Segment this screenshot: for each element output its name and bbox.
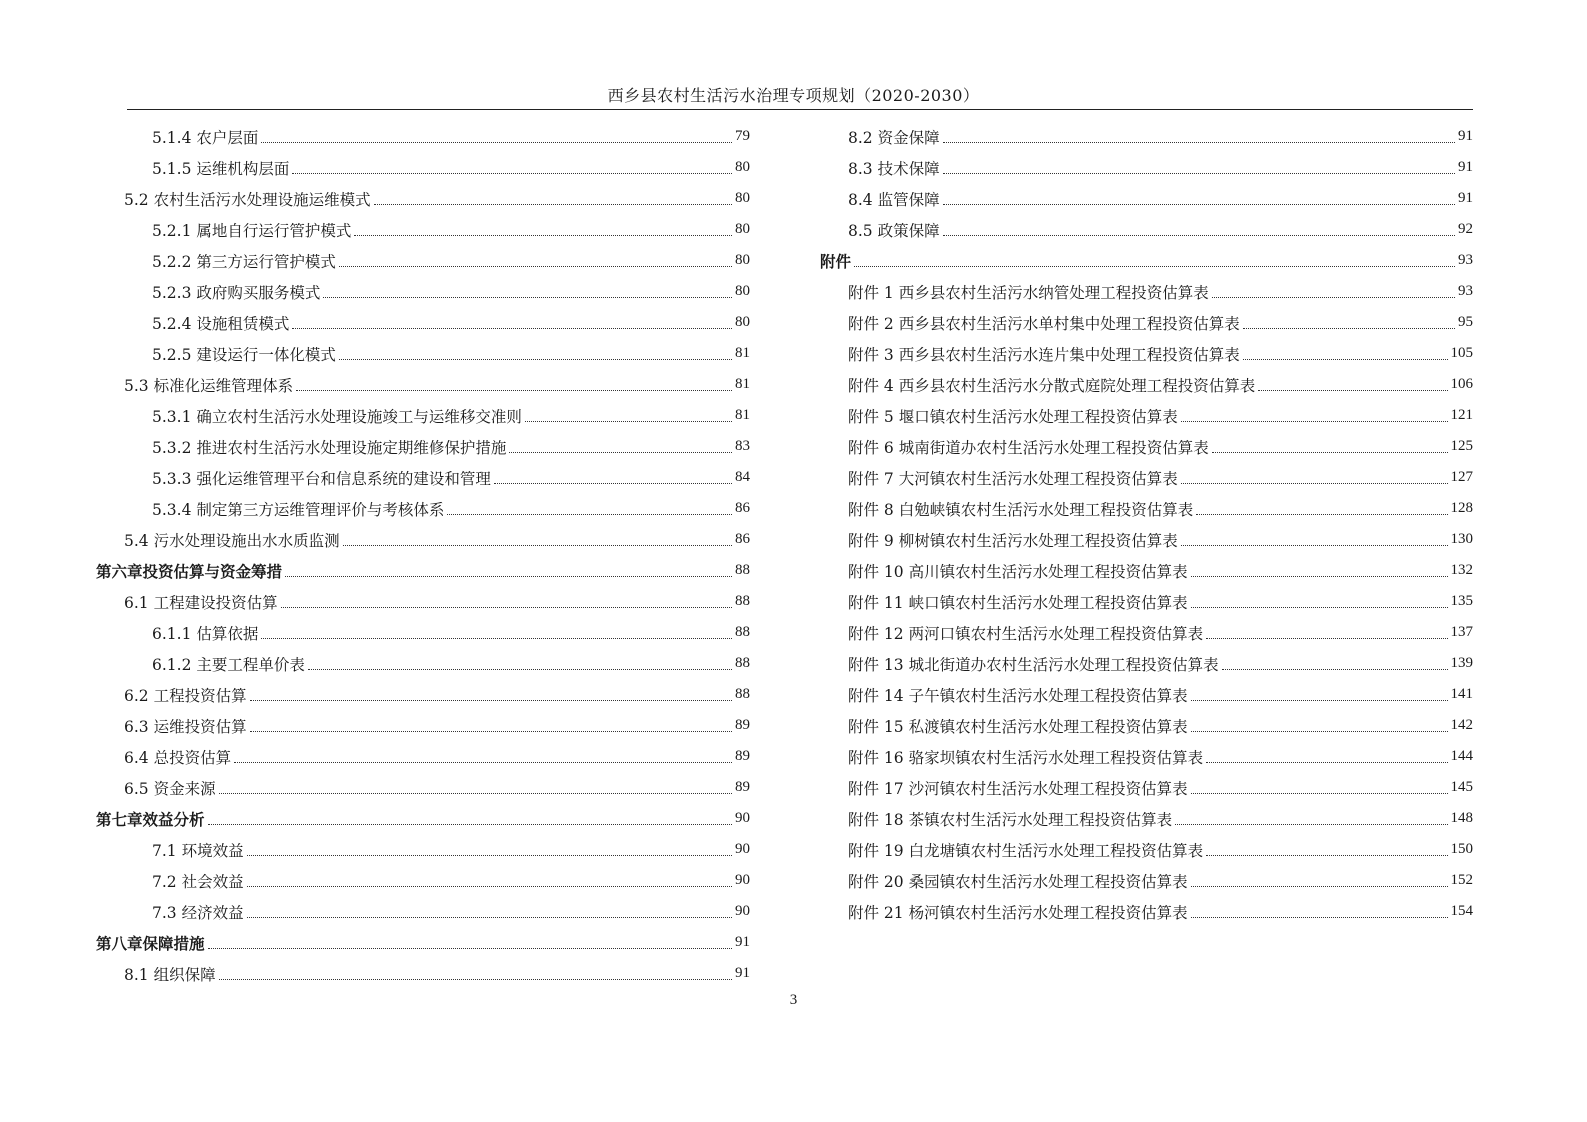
toc-entry-page: 150 [1450, 841, 1473, 857]
toc-dot-leader [1206, 762, 1447, 763]
toc-dot-leader [292, 328, 732, 329]
toc-entry[interactable] [820, 648, 1473, 679]
toc-entry[interactable] [96, 741, 750, 772]
toc-entry-page: 135 [1450, 593, 1473, 609]
toc-entry-title: 附件 9 柳树镇农村生活污水处理工程投资估算表 [848, 531, 1178, 550]
toc-dot-leader [208, 824, 732, 825]
toc-dot-leader [943, 235, 1455, 236]
toc-entry-title: 附件 16 骆家坝镇农村生活污水处理工程投资估算表 [848, 748, 1204, 767]
toc-dot-leader [354, 235, 732, 236]
toc-entry-page: 90 [735, 872, 750, 888]
toc-entry-title: 附件 20 桑园镇农村生活污水处理工程投资估算表 [848, 872, 1188, 891]
toc-entry-title: 5.1.4 农户层面 [152, 128, 259, 147]
toc-entry-title: 6.2 工程投资估算 [124, 686, 247, 705]
toc-entry-title: 6.1 工程建设投资估算 [124, 593, 278, 612]
toc-entry[interactable] [96, 121, 750, 152]
toc-entry[interactable] [820, 896, 1473, 927]
toc-dot-leader [1181, 545, 1448, 546]
toc-dot-leader [250, 731, 732, 732]
toc-dot-leader [447, 514, 732, 515]
running-header: 西乡县农村生活污水治理专项规划（2020-2030） [607, 86, 980, 105]
toc-dot-leader [250, 700, 732, 701]
toc-entry-page: 141 [1450, 686, 1473, 702]
toc-entry-page: 88 [735, 593, 750, 609]
toc-dot-leader [323, 297, 732, 298]
toc-dot-leader [1196, 514, 1447, 515]
toc-entry-page: 88 [735, 686, 750, 702]
toc-dot-leader [1191, 886, 1448, 887]
toc-entry-page: 81 [735, 407, 750, 423]
toc-dot-leader [1181, 421, 1448, 422]
toc-entry-title: 8.3 技术保障 [848, 159, 940, 178]
toc-entry[interactable] [96, 617, 750, 648]
toc-entry[interactable] [820, 865, 1473, 896]
toc-entry-title: 5.3.4 制定第三方运维管理评价与考核体系 [152, 500, 445, 519]
toc-entry-title: 8.2 资金保障 [848, 128, 940, 147]
toc-entry-page: 80 [735, 314, 750, 330]
toc-entry-page: 154 [1450, 903, 1473, 919]
toc-entry[interactable] [96, 369, 750, 400]
toc-dot-leader [1181, 483, 1448, 484]
toc-entry-title: 5.2.5 建设运行一体化模式 [152, 345, 336, 364]
toc-entry-title: 8.4 监管保障 [848, 190, 940, 209]
header-rule [127, 109, 1473, 110]
toc-entry[interactable] [820, 803, 1473, 834]
toc-entry-page: 88 [735, 655, 750, 671]
toc-dot-leader [261, 638, 732, 639]
toc-chapter-entry[interactable] [96, 927, 750, 958]
toc-column-right [820, 121, 1473, 927]
toc-entry-page: 80 [735, 159, 750, 175]
toc-entry-title: 附件 5 堰口镇农村生活污水处理工程投资估算表 [848, 407, 1178, 426]
toc-entry[interactable] [820, 617, 1473, 648]
toc-entry-page: 80 [735, 190, 750, 206]
toc-entry-title: 5.3.2 推进农村生活污水处理设施定期维修保护措施 [152, 438, 507, 457]
toc-entry-page: 86 [735, 531, 750, 547]
toc-entry-page: 139 [1450, 655, 1473, 671]
toc-entry-page: 80 [735, 221, 750, 237]
toc-entry[interactable] [96, 245, 750, 276]
toc-entry-title: 5.4 污水处理设施出水水质监测 [124, 531, 340, 550]
toc-entry[interactable] [96, 276, 750, 307]
toc-dot-leader [494, 483, 732, 484]
page-number: 3 [789, 992, 798, 1008]
toc-dot-leader [1191, 917, 1448, 918]
toc-entry-page: 91 [1458, 128, 1473, 144]
toc-entry[interactable] [820, 152, 1473, 183]
toc-entry-page: 89 [735, 748, 750, 764]
toc-dot-leader [1191, 700, 1448, 701]
toc-entry-title: 第七章效益分析 [96, 809, 205, 829]
toc-entry-page: 91 [735, 934, 750, 950]
toc-dot-leader [234, 762, 732, 763]
toc-entry-title: 附件 13 城北街道办农村生活污水处理工程投资估算表 [848, 655, 1219, 674]
toc-dot-leader [1212, 297, 1455, 298]
toc-entry-page: 145 [1450, 779, 1473, 795]
toc-entry-title: 5.2 农村生活污水处理设施运维模式 [124, 190, 371, 209]
toc-entry-title: 第八章保障措施 [96, 933, 205, 953]
toc-entry-page: 106 [1450, 376, 1473, 392]
toc-entry-page: 128 [1450, 500, 1473, 516]
toc-entry-page: 152 [1450, 872, 1473, 888]
toc-dot-leader [509, 452, 732, 453]
toc-entry-title: 5.2.3 政府购买服务模式 [152, 283, 321, 302]
toc-entry-page: 127 [1450, 469, 1473, 485]
toc-dot-leader [219, 979, 732, 980]
toc-entry[interactable] [820, 741, 1473, 772]
toc-entry-title: 附件 1 西乡县农村生活污水纳管处理工程投资估算表 [848, 283, 1209, 302]
toc-entry-title: 5.2.1 属地自行运行管护模式 [152, 221, 352, 240]
toc-entry-page: 89 [735, 779, 750, 795]
toc-entry-page: 90 [735, 810, 750, 826]
toc-entry-title: 附件 3 西乡县农村生活污水连片集中处理工程投资估算表 [848, 345, 1240, 364]
toc-chapter-entry[interactable] [820, 245, 1473, 276]
toc-entry-title: 附件 4 西乡县农村生活污水分散式庭院处理工程投资估算表 [848, 376, 1256, 395]
toc-dot-leader [1243, 359, 1448, 360]
toc-entry[interactable] [820, 462, 1473, 493]
toc-entry[interactable] [820, 183, 1473, 214]
toc-dot-leader [208, 948, 732, 949]
toc-entry[interactable] [96, 648, 750, 679]
toc-entry[interactable] [820, 586, 1473, 617]
toc-entry-title: 5.3.1 确立农村生活污水处理设施竣工与运维移交准则 [152, 407, 522, 426]
toc-dot-leader [1191, 607, 1448, 608]
toc-entry[interactable] [96, 183, 750, 214]
toc-entry-title: 附件 21 杨河镇农村生活污水处理工程投资估算表 [848, 903, 1188, 922]
toc-entry[interactable] [96, 338, 750, 369]
toc-entry-title: 附件 6 城南街道办农村生活污水处理工程投资估算表 [848, 438, 1209, 457]
toc-entry-title: 附件 7 大河镇农村生活污水处理工程投资估算表 [848, 469, 1178, 488]
toc-entry-title: 附件 8 白勉峡镇农村生活污水处理工程投资估算表 [848, 500, 1194, 519]
toc-column-left [96, 121, 750, 989]
toc-entry[interactable] [820, 214, 1473, 245]
toc-dot-leader [1206, 638, 1447, 639]
toc-dot-leader [247, 855, 732, 856]
toc-entry[interactable] [820, 400, 1473, 431]
toc-entry[interactable] [96, 214, 750, 245]
toc-entry-title: 附件 12 两河口镇农村生活污水处理工程投资估算表 [848, 624, 1204, 643]
toc-entry-page: 132 [1450, 562, 1473, 578]
toc-entry-page: 88 [735, 624, 750, 640]
toc-entry[interactable] [820, 772, 1473, 803]
toc-entry[interactable] [820, 493, 1473, 524]
toc-entry[interactable] [96, 307, 750, 338]
toc-entry-title: 6.5 资金来源 [124, 779, 216, 798]
toc-entry-title: 附件 17 沙河镇农村生活污水处理工程投资估算表 [848, 779, 1188, 798]
toc-entry[interactable] [820, 555, 1473, 586]
toc-dot-leader [943, 142, 1455, 143]
toc-entry-title: 6.1.2 主要工程单价表 [152, 655, 305, 674]
toc-entry[interactable] [96, 493, 750, 524]
toc-dot-leader [296, 390, 732, 391]
toc-entry-page: 80 [735, 283, 750, 299]
toc-dot-leader [1222, 669, 1448, 670]
toc-entry-page: 91 [1458, 190, 1473, 206]
toc-entry-title: 附件 19 白龙塘镇农村生活污水处理工程投资估算表 [848, 841, 1204, 860]
toc-entry[interactable] [820, 369, 1473, 400]
toc-dot-leader [943, 204, 1455, 205]
toc-entry-title: 7.2 社会效益 [152, 872, 244, 891]
toc-dot-leader [854, 266, 1455, 267]
toc-entry[interactable] [96, 710, 750, 741]
toc-entry[interactable] [820, 710, 1473, 741]
toc-entry[interactable] [96, 896, 750, 927]
toc-entry-page: 91 [1458, 159, 1473, 175]
toc-chapter-entry[interactable] [96, 803, 750, 834]
toc-entry-page: 86 [735, 500, 750, 516]
toc-entry-page: 121 [1450, 407, 1473, 423]
toc-dot-leader [374, 204, 732, 205]
toc-entry-title: 附件 11 峡口镇农村生活污水处理工程投资估算表 [848, 593, 1188, 612]
toc-dot-leader [1212, 452, 1448, 453]
toc-entry-title: 附件 14 子午镇农村生活污水处理工程投资估算表 [848, 686, 1188, 705]
toc-dot-leader [339, 359, 732, 360]
toc-entry-title: 5.3.3 强化运维管理平台和信息系统的建设和管理 [152, 469, 491, 488]
toc-entry[interactable] [820, 338, 1473, 369]
toc-dot-leader [1175, 824, 1447, 825]
toc-entry-page: 130 [1450, 531, 1473, 547]
toc-entry-title: 6.3 运维投资估算 [124, 717, 247, 736]
toc-entry[interactable] [820, 307, 1473, 338]
toc-entry-page: 90 [735, 841, 750, 857]
toc-entry-title: 5.2.2 第三方运行管护模式 [152, 252, 336, 271]
toc-entry-page: 79 [735, 128, 750, 144]
toc-entry-page: 84 [735, 469, 750, 485]
toc-entry[interactable] [96, 679, 750, 710]
toc-entry-title: 附件 18 茶镇农村生活污水处理工程投资估算表 [848, 810, 1173, 829]
toc-dot-leader [281, 607, 732, 608]
toc-entry-page: 125 [1450, 438, 1473, 454]
toc-entry-page: 91 [735, 965, 750, 981]
toc-entry-page: 142 [1450, 717, 1473, 733]
toc-entry[interactable] [96, 152, 750, 183]
toc-entry-page: 83 [735, 438, 750, 454]
toc-entry[interactable] [820, 276, 1473, 307]
toc-dot-leader [1191, 731, 1448, 732]
toc-entry-title: 5.3 标准化运维管理体系 [124, 376, 294, 395]
toc-entry[interactable] [96, 431, 750, 462]
toc-entry[interactable] [96, 400, 750, 431]
toc-entry-title: 附件 [820, 251, 852, 271]
toc-entry-title: 附件 2 西乡县农村生活污水单村集中处理工程投资估算表 [848, 314, 1240, 333]
toc-dot-leader [1258, 390, 1447, 391]
toc-entry-page: 81 [735, 376, 750, 392]
toc-dot-leader [247, 886, 732, 887]
toc-dot-leader [339, 266, 732, 267]
toc-entry-page: 81 [735, 345, 750, 361]
toc-entry-title: 附件 15 私渡镇农村生活污水处理工程投资估算表 [848, 717, 1188, 736]
toc-entry-title: 附件 10 高川镇农村生活污水处理工程投资估算表 [848, 562, 1188, 581]
toc-entry-title: 5.2.4 设施租赁模式 [152, 314, 290, 333]
toc-entry[interactable] [96, 462, 750, 493]
toc-entry-title: 8.5 政策保障 [848, 221, 940, 240]
toc-dot-leader [1191, 793, 1448, 794]
toc-dot-leader [247, 917, 732, 918]
toc-entry[interactable] [96, 772, 750, 803]
toc-entry[interactable] [820, 431, 1473, 462]
toc-entry[interactable] [820, 679, 1473, 710]
toc-dot-leader [292, 173, 732, 174]
toc-dot-leader [943, 173, 1455, 174]
toc-entry[interactable] [96, 586, 750, 617]
toc-entry-page: 93 [1458, 283, 1473, 299]
toc-dot-leader [343, 545, 732, 546]
toc-entry-page: 80 [735, 252, 750, 268]
toc-entry[interactable] [96, 865, 750, 896]
toc-entry-title: 7.3 经济效益 [152, 903, 244, 922]
toc-entry-title: 8.1 组织保障 [124, 965, 216, 984]
toc-entry-title: 7.1 环境效益 [152, 841, 244, 860]
toc-dot-leader [285, 576, 732, 577]
toc-dot-leader [1206, 855, 1447, 856]
toc-dot-leader [1243, 328, 1455, 329]
toc-entry-page: 90 [735, 903, 750, 919]
toc-entry[interactable] [96, 958, 750, 989]
toc-entry-page: 105 [1450, 345, 1473, 361]
toc-entry-page: 137 [1450, 624, 1473, 640]
toc-entry[interactable] [820, 524, 1473, 555]
toc-entry-page: 93 [1458, 252, 1473, 268]
toc-chapter-entry[interactable] [96, 555, 750, 586]
toc-entry-page: 92 [1458, 221, 1473, 237]
toc-entry-page: 144 [1450, 748, 1473, 764]
toc-entry-page: 148 [1450, 810, 1473, 826]
toc-dot-leader [308, 669, 732, 670]
toc-entry[interactable] [820, 121, 1473, 152]
toc-entry-title: 6.1.1 估算依据 [152, 624, 259, 643]
toc-entry-page: 95 [1458, 314, 1473, 330]
toc-entry-title: 6.4 总投资估算 [124, 748, 232, 767]
toc-dot-leader [261, 142, 732, 143]
toc-dot-leader [1191, 576, 1448, 577]
toc-entry[interactable] [96, 524, 750, 555]
toc-entry-title: 5.1.5 运维机构层面 [152, 159, 290, 178]
toc-entry-title: 第六章投资估算与资金筹措 [96, 561, 283, 581]
toc-dot-leader [525, 421, 732, 422]
toc-entry[interactable] [820, 834, 1473, 865]
toc-entry-page: 89 [735, 717, 750, 733]
toc-dot-leader [219, 793, 732, 794]
toc-entry-page: 88 [735, 562, 750, 578]
toc-entry[interactable] [96, 834, 750, 865]
